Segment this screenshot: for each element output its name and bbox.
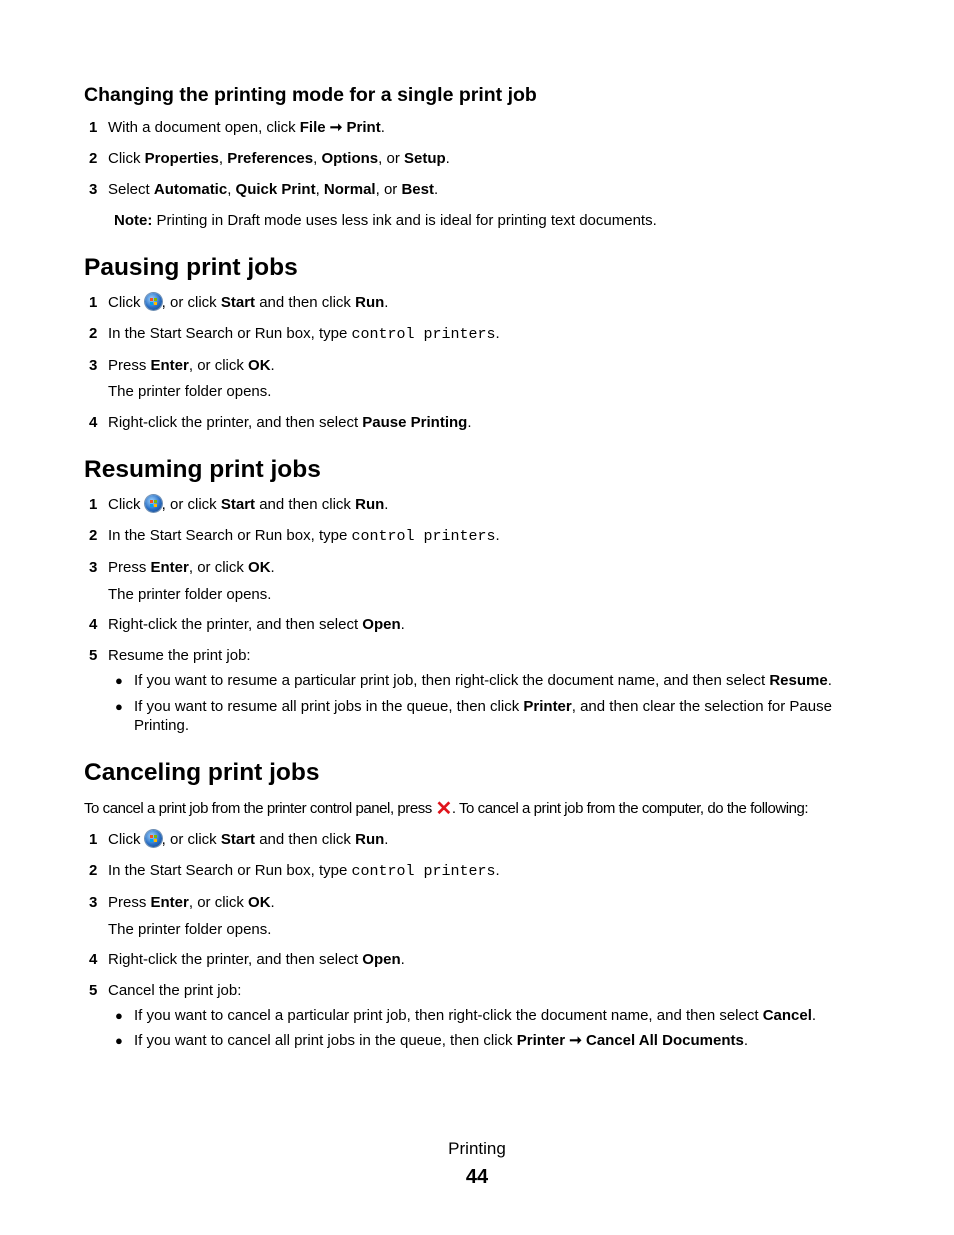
section-heading-canceling: Canceling print jobs [84, 759, 320, 786]
red-x-cancel-icon: ✕ [435, 798, 452, 820]
windows-start-orb-icon [145, 495, 162, 512]
page-number: 44 [465, 1166, 489, 1188]
bullet-icon: ● [115, 1008, 123, 1023]
windows-start-orb-icon [145, 830, 162, 847]
bullet-icon: ● [115, 699, 123, 714]
bullet-icon: ● [115, 673, 123, 688]
intro-paragraph: To cancel a print job from the printer control panel, press ✕. To cancel a print job from the computer, do the following: [84, 798, 809, 820]
footer-section-name: Printing [448, 1139, 506, 1158]
section-heading-resuming: Resuming print jobs [84, 456, 321, 483]
bullet-icon: ● [115, 1033, 123, 1048]
section-heading-printing-mode: Changing the printing mode for a single print job [84, 84, 537, 106]
windows-start-orb-icon [145, 293, 162, 310]
note: Note: Printing in Draft mode uses less ink and is ideal for printing text documents. [114, 212, 657, 229]
section-heading-pausing: Pausing print jobs [84, 254, 298, 281]
